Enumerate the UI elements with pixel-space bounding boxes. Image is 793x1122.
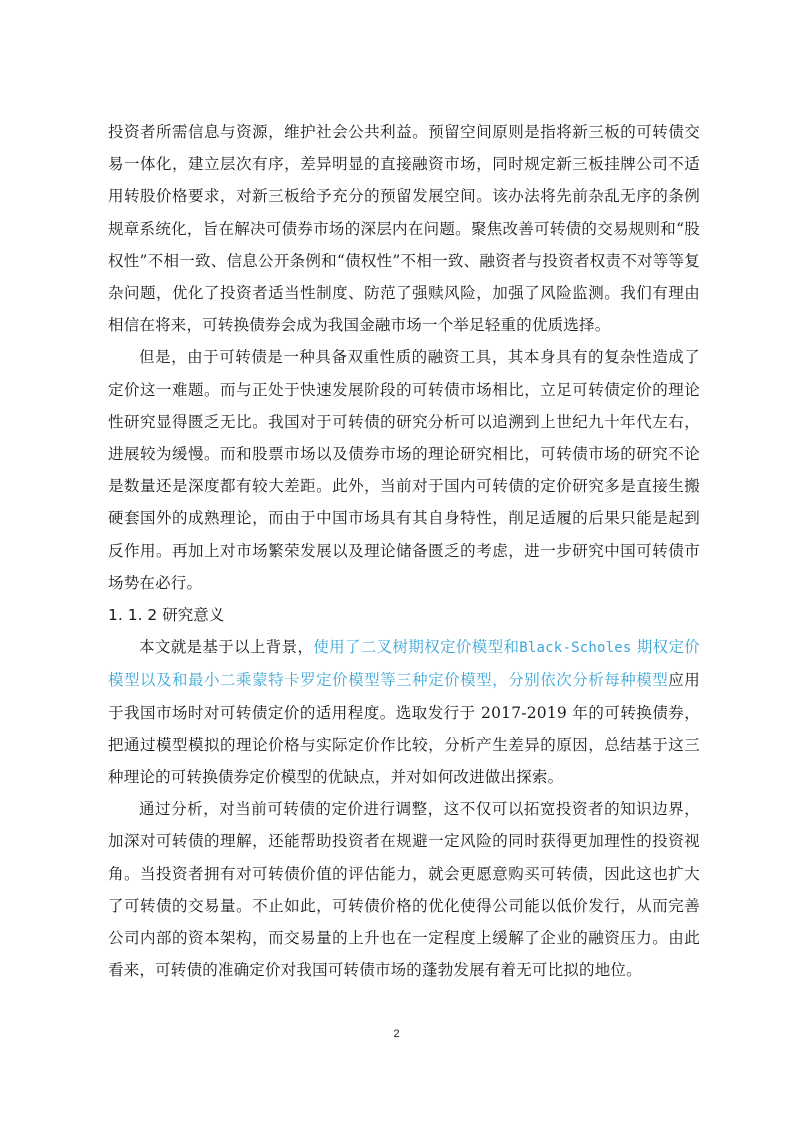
paragraph-research-significance bbox=[108, 631, 700, 793]
paragraph-analysis-benefits: 通过分析，对当前可转债的定价进行调整，这不仅可以拓宽投资者的知识边界，加深对可转债的理解，还能帮助投资者在规避一定风险的同时获得更加理性的投资视角。当投资者拥有对可转债价值的评估能力，就会更愿意购买可转债，因此这也扩大了可转债的交易量。不止如此，可转债价格的优化使得公司能以低价发行，从而完善公司内部的资本架构，而交易量的上升也在一定程度上缓解了企业的融资压力。由此看来，可转债的准确定价对我国可转债市场的蓬勃发展有着无可比拟的地位。 bbox=[108, 800, 700, 980]
highlighted-text-part2: 期权定价模型以及和最小二乘蒙特卡罗定价模型等三种定价模型，分别依次分析每种模型 bbox=[108, 638, 700, 690]
page-body bbox=[108, 116, 700, 986]
section-heading: 1. 1. 2 研究意义 bbox=[108, 606, 225, 625]
paragraph-pricing-difficulty: 但是，由于可转债是一种具备双重性质的融资工具，其本身具有的复杂性造成了定价这一难题。而与正处于快速发展阶段的可转债市场相比，立足可转债定价的理论性研究显得匮乏无比。我国对于可转债的研究分析可以追溯到上世纪九十年代左右，进展较为缓慢。而和股票市场以及债券市场的理论研究相比，可转债市场的研究不论是数量还是深度都有较大差距。此外，当前对于国内可转债的定价研究多是直接生搬硬套国外的成熟理论，而由于中国市场具有其自身特性，削足适履的后果只能是起到反作用。再加上对市场繁荣发展以及理论储备匮乏的考虑，进一步研究中国可转债市场势在必行。 bbox=[108, 348, 700, 592]
paragraph-continuation: 投资者所需信息与资源，维护社会公共利益。预留空间原则是指将新三板的可转债交易一体化，建立层次有序，差异明显的直接融资市场，同时规定新三板挂牌公司不适用转股价格要求，对新三板给予充分的预留发展空间。该办法将先前杂乱无序的条例规章系统化，旨在解决可债券市场的深层内在问题。聚焦改善可转债的交易规则和“股权性”不相一致、信息公开条例和“债权性”不相一致、融资者与投资者权责不对等等复杂问题，优化了投资者适当性制度、防范了强赎风险，加强了风险监测。我们有理由相信在将来，可转换债券会成为我国金融市场一个举足轻重的优质选择。 bbox=[108, 123, 700, 335]
highlighted-text-part1: 使用了二叉树期权定价模型和 bbox=[313, 638, 520, 657]
page-number: 2 bbox=[393, 1028, 400, 1040]
highlighted-model-name: Black-Scholes bbox=[519, 640, 632, 657]
p3-intro-text: 本文就是基于以上背景， bbox=[139, 638, 314, 657]
p3-rest-text: 应用于我国市场时对可转债定价的适用程度。选取发行于 2017-2019 年的可转换债券，把通过模型模拟的理论价格与实际定价作比较，分析产生差异的原因，总结基于这三种理论的可转换债券定价模型的优缺点，并对如何改进做出探索。 bbox=[108, 671, 700, 787]
